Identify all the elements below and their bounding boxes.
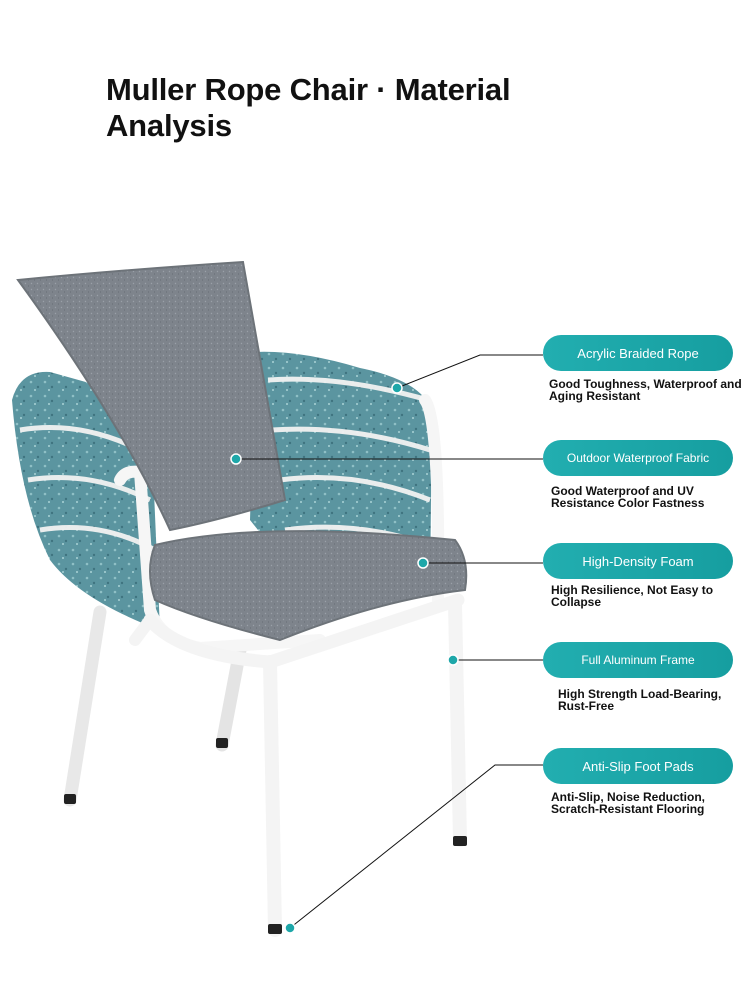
callout-pill-aluminum-frame xyxy=(543,642,733,678)
callout-desc-line: Good Waterproof and UV xyxy=(551,484,694,498)
callout-desc-line: Scratch-Resistant Flooring xyxy=(551,802,705,816)
back-legs xyxy=(64,612,240,804)
callout-desc-line: High Resilience, Not Easy to xyxy=(551,583,714,597)
callout-desc-line: Collapse xyxy=(551,595,602,609)
front-legs xyxy=(135,600,460,930)
callout-desc-foot-pads xyxy=(551,791,705,815)
callout-pill-outdoor-fabric xyxy=(543,440,733,476)
title-line-1: Muller Rope Chair · Material xyxy=(106,72,511,107)
seat-cushion xyxy=(150,531,466,640)
callout-label: Acrylic Braided Rope xyxy=(577,345,699,361)
callout-label: Outdoor Waterproof Fabric xyxy=(566,451,710,465)
callout-pill-foot-pads xyxy=(543,748,733,784)
foot-pads xyxy=(268,836,467,934)
callout-desc-line: Rust-Free xyxy=(558,699,615,713)
callout-label: Full Aluminum Frame xyxy=(581,653,695,667)
callout-desc-outdoor-fabric xyxy=(551,485,704,509)
callout-desc-line: Anti-Slip, Noise Reduction, xyxy=(551,790,706,804)
callout-desc-line: Resistance Color Fastness xyxy=(551,496,705,510)
callout-pill-foam xyxy=(543,543,733,579)
callout-desc-acrylic-rope xyxy=(549,378,742,402)
callout-label: Anti-Slip Foot Pads xyxy=(582,758,694,774)
callout-desc-line: High Strength Load-Bearing, xyxy=(558,687,722,701)
callout-label: High-Density Foam xyxy=(582,553,694,569)
callout-desc-aluminum-frame xyxy=(558,688,721,712)
title-line-2: Analysis xyxy=(106,108,232,143)
callout-desc-foam xyxy=(551,584,713,608)
callout-pill-acrylic-rope xyxy=(543,335,733,371)
callout-desc-line: Good Toughness, Waterproof and xyxy=(549,377,742,391)
callout-desc-line: Aging Resistant xyxy=(549,389,641,403)
